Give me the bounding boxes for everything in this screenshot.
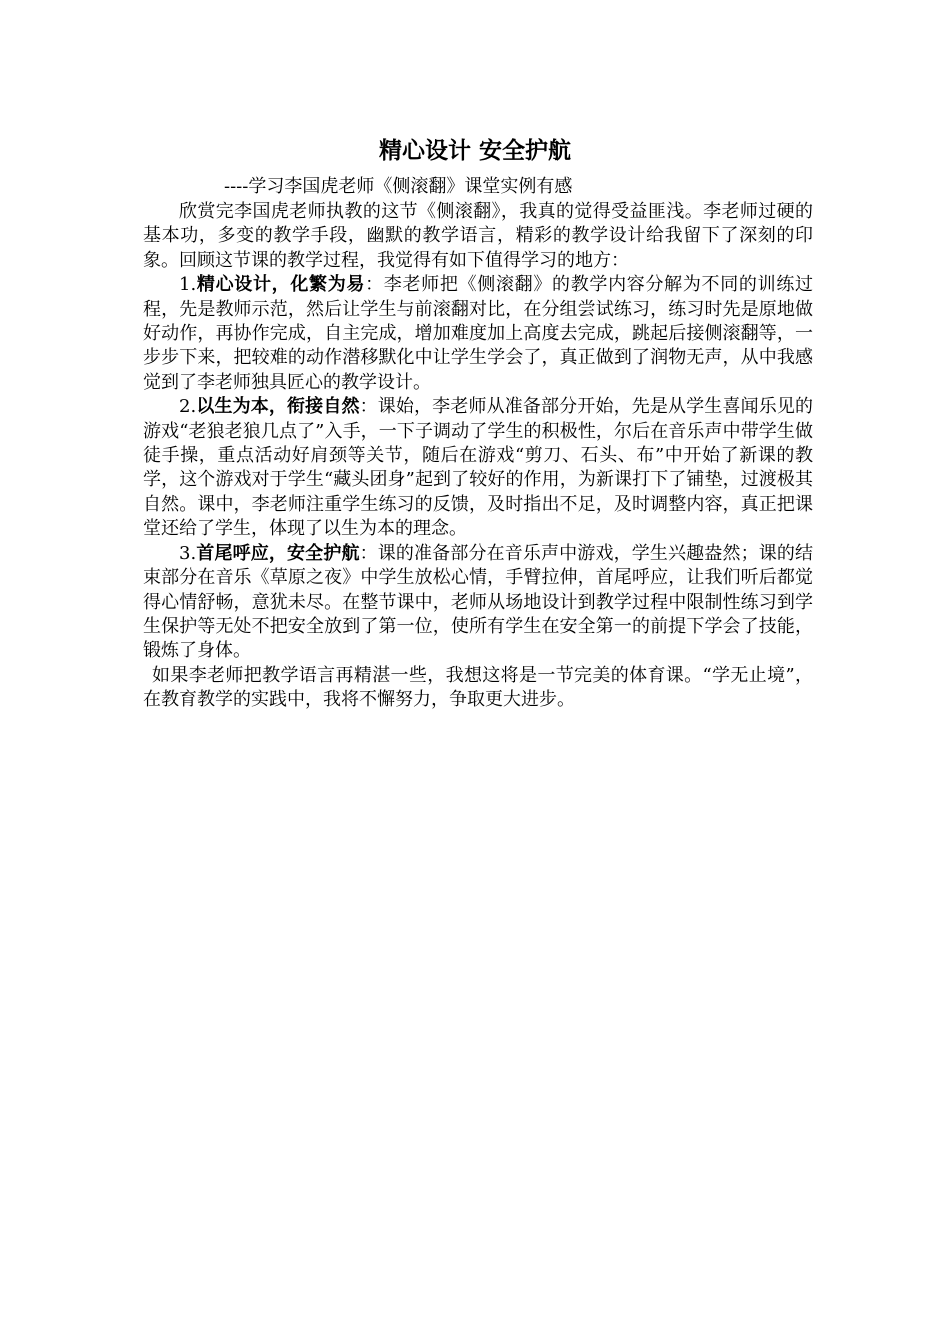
section-number-2: 2. bbox=[179, 396, 197, 418]
section-heading-1: 精心设计，化繁为易 bbox=[196, 274, 366, 296]
section-text-3: ：课的准备部分在音乐声中游戏，学生兴趣盎然；课的结束部分在音乐《草原之夜》中学生放松心情，手臂拉伸，首尾呼应，让我们听后都觉得心情舒畅，意犹未尽。在整节课中，老师从场地设计到教学过程中限制性练习到学生保护等无处不把安全放到了第一位，使所有学生在安全第一的前提下学会了技能，锻炼了身体。 bbox=[143, 542, 814, 662]
section-heading-3: 首尾呼应，安全护航 bbox=[196, 542, 360, 564]
section-paragraph-2 bbox=[143, 395, 813, 541]
section-number-3: 3. bbox=[179, 542, 197, 564]
section-paragraph-3 bbox=[143, 542, 813, 664]
document-title: 精心设计 安全护航 bbox=[378, 138, 571, 164]
closing-paragraph: 如果李老师把教学语言再精湛一些，我想这将是一节完美的体育课。“学无止境”，在教育教学的实践中，我将不懈努力，争取更大进步。 bbox=[143, 664, 813, 711]
document-subtitle: ----学习李国虎老师《侧滚翻》课堂实例有感 bbox=[224, 176, 573, 197]
section-heading-2: 以生为本，衔接自然 bbox=[196, 396, 360, 418]
section-text-1: ：李老师把《侧滚翻》的教学内容分解为不同的训练过程，先是教师示范，然后让学生与前滚翻对比，在分组尝试练习，练习时先是原地做好动作，再协作完成，自主完成，增加难度加上高度去完成，跳起后接侧滚翻等，一步步下来，把较难的动作潜移默化中让学生学会了，真正做到了润物无声，从中我感觉到了李老师独具匠心的教学设计。 bbox=[143, 274, 814, 393]
section-text-2: ：课始，李老师从准备部分开始，先是从学生喜闻乐见的游戏“老狼老狼几点了”入手，一下子调动了学生的积极性，尔后在音乐声中带学生做徒手操，重点活动好肩颈等关节，随后在游戏“剪刀、石头、布”中开始了新课的教学，这个游戏对于学生“藏头团身”起到了较好的作用，为新课打下了铺垫，过渡极其自然。课中，李老师注重学生练习的反馈，及时指出不足，及时调整内容，真正把课堂还给了学生，体现了以生为本的理念。 bbox=[143, 396, 814, 540]
section-number-1: 1. bbox=[179, 274, 197, 296]
document-body bbox=[143, 200, 813, 713]
intro-paragraph: 欣赏完李国虎老师执教的这节《侧滚翻》，我真的觉得受益匪浅。李老师过硬的基本功，多变的教学手段，幽默的教学语言，精彩的教学设计给我留下了深刻的印象。回顾这节课的教学过程，我觉得有如下值得学习的地方： bbox=[143, 201, 813, 271]
section-paragraph-1 bbox=[143, 273, 813, 395]
